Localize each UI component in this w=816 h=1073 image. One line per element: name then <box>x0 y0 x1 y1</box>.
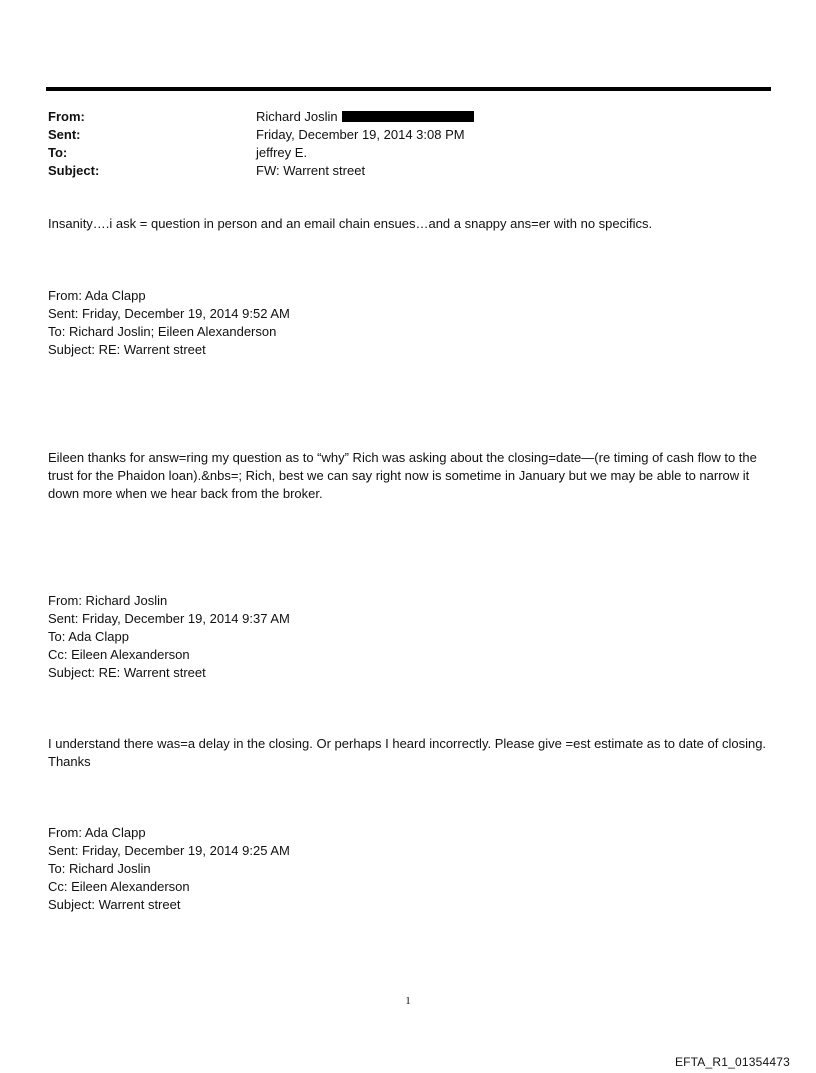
quoted-cc: Cc: Eileen Alexanderson <box>48 647 190 662</box>
email-header <box>48 108 474 180</box>
to-label: To: <box>48 145 68 160</box>
quoted-body-text: I understand there was=a delay in the closing. Or perhaps I heard incorrectly. Please give =est estimate as to date of closing. Thanks <box>48 736 767 769</box>
header-to-row <box>48 144 474 162</box>
intro-paragraph <box>48 215 778 233</box>
header-sent-row <box>48 126 474 144</box>
to-value: jeffrey E. <box>256 145 308 160</box>
header-subject-row <box>48 162 474 180</box>
quoted-from: From: Richard Joslin <box>48 593 168 608</box>
from-value: Richard Joslin <box>256 109 338 124</box>
from-label: From: <box>48 109 85 124</box>
sent-label: Sent: <box>48 127 81 142</box>
subject-label: Subject: <box>48 163 100 178</box>
header-divider-rule <box>46 87 771 91</box>
page-number: 1 <box>405 995 411 1007</box>
quoted-sent: Sent: Friday, December 19, 2014 9:37 AM <box>48 611 290 626</box>
quoted-sent: Sent: Friday, December 19, 2014 9:52 AM <box>48 306 290 321</box>
quoted-to: To: Richard Joslin; Eileen Alexanderson <box>48 324 277 339</box>
quoted-subject: Subject: RE: Warrent street <box>48 665 206 680</box>
quoted-email-header-3 <box>48 824 778 914</box>
quoted-to: To: Richard Joslin <box>48 861 151 876</box>
quoted-email-body-2 <box>48 735 778 771</box>
quoted-sent: Sent: Friday, December 19, 2014 9:25 AM <box>48 843 290 858</box>
header-from-row <box>48 108 474 126</box>
document-id-footer: EFTA_R1_01354473 <box>674 1055 790 1069</box>
sent-value: Friday, December 19, 2014 3:08 PM <box>256 127 465 142</box>
quoted-from: From: Ada Clapp <box>48 288 146 303</box>
redaction-bar <box>342 111 474 122</box>
quoted-email-body-1 <box>48 449 778 503</box>
quoted-body-text: Eileen thanks for answ=ring my question as to “why” Rich was asking about the closing=date—(re timing of cash flow to the trust for the Phaidon loan).&nbs=; Rich, best we can say right now is sometime in January but we may be able to narrow it down more when we hear back from the broker. <box>48 450 757 501</box>
quoted-subject: Subject: Warrent street <box>48 897 181 912</box>
quoted-from: From: Ada Clapp <box>48 825 146 840</box>
quoted-subject: Subject: RE: Warrent street <box>48 342 206 357</box>
intro-text: Insanity….i ask = question in person and an email chain ensues…and a snappy ans=er with no specifics. <box>48 216 653 231</box>
quoted-cc: Cc: Eileen Alexanderson <box>48 879 190 894</box>
quoted-email-header-1 <box>48 287 778 359</box>
quoted-to: To: Ada Clapp <box>48 629 129 644</box>
quoted-email-header-2 <box>48 592 778 682</box>
subject-value: FW: Warrent street <box>256 163 366 178</box>
